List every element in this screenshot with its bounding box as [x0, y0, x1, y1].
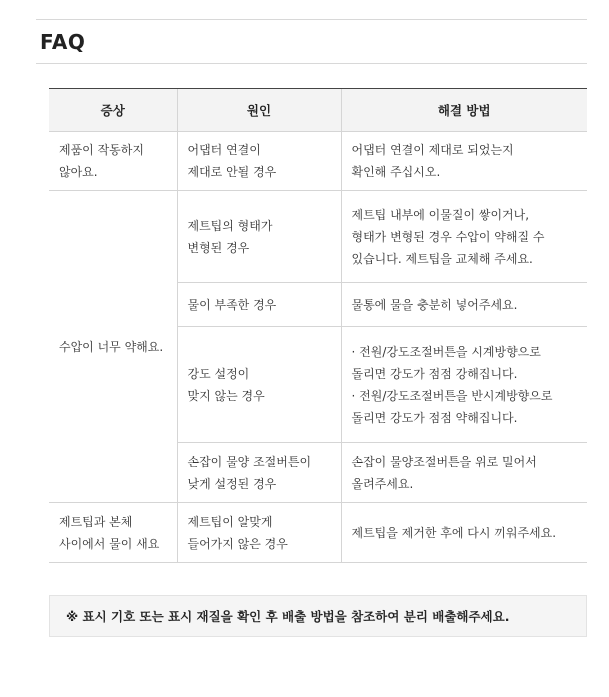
- page-title: FAQ: [40, 30, 86, 54]
- solution-cell: · 전원/강도조절버튼을 시계방향으로 돌리면 강도가 점점 강해집니다. · 전원/강도조절버튼을 반시계방향으로 돌리면 강도가 점점 약해집니다.: [341, 327, 587, 443]
- cause-cell: 강도 설정이 맞지 않는 경우: [177, 327, 341, 443]
- top-divider: [36, 19, 587, 20]
- table-row: [49, 132, 587, 191]
- title-divider: [36, 63, 587, 64]
- header-solution: 해결 방법: [341, 89, 587, 132]
- solution-cell: 제트팁을 제거한 후에 다시 끼워주세요.: [341, 503, 587, 563]
- header-symptom: 증상: [49, 89, 177, 132]
- header-cause: 원인: [177, 89, 341, 132]
- table-row: [49, 191, 587, 283]
- cause-cell: 손잡이 물양 조절버튼이 낮게 설정된 경우: [177, 443, 341, 503]
- symptom-cell: 수압이 너무 약해요.: [49, 191, 177, 503]
- notice-text: ※ 표시 기호 또는 표시 재질을 확인 후 배출 방법을 참조하여 분리 배출해주세요.: [66, 609, 510, 624]
- faq-table: [49, 88, 587, 563]
- table-header-row: [49, 89, 587, 132]
- solution-cell: 물통에 물을 충분히 넣어주세요.: [341, 283, 587, 327]
- table-row: [49, 503, 587, 563]
- solution-cell: 어댑터 연결이 제대로 되었는지 확인해 주십시오.: [341, 132, 587, 191]
- cause-cell: 물이 부족한 경우: [177, 283, 341, 327]
- disposal-notice: [49, 595, 587, 637]
- solution-cell: 손잡이 물양조절버튼을 위로 밀어서 올려주세요.: [341, 443, 587, 503]
- solution-cell: 제트팁 내부에 이물질이 쌓이거나, 형태가 변형된 경우 수압이 약해질 수 있습니다. 제트팁을 교체해 주세요.: [341, 191, 587, 283]
- cause-cell: 제트팁이 알맞게 들어가지 않은 경우: [177, 503, 341, 563]
- cause-cell: 제트팁의 형태가 변형된 경우: [177, 191, 341, 283]
- symptom-cell: 제품이 작동하지 않아요.: [49, 132, 177, 191]
- cause-cell: 어댑터 연결이 제대로 안될 경우: [177, 132, 341, 191]
- symptom-cell: 제트팁과 본체 사이에서 물이 새요: [49, 503, 177, 563]
